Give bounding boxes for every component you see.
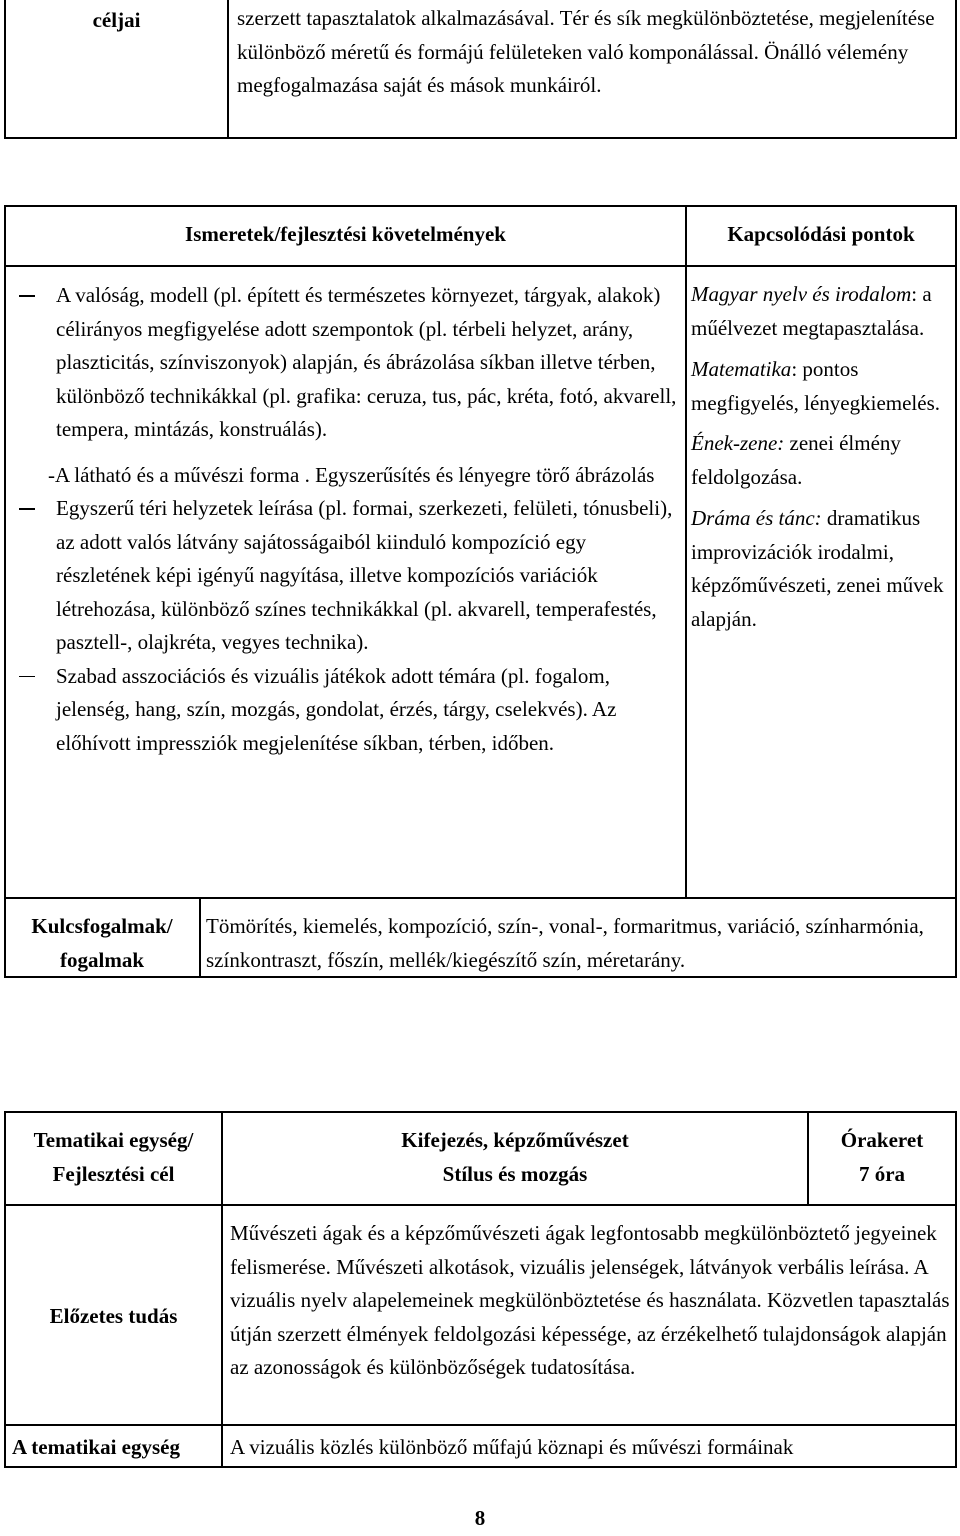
key-concepts-text: Tömörítés, kiemelés, kompozíció, szín-, vonal-, formaritmus, variáció, színharmónia, színkontraszt, főszín, mellék/kiegészítő szín, méretarány. bbox=[206, 914, 924, 972]
requirement-item: Egyszerű téri helyzetek leírása (pl. formai, szerkezeti, felületi, tónusbeli), az adott valós látvány sajátosságaiból kiinduló kompozíció egy részletének képi igényű nagyítása, illetve kompozíciós variációk létrehozása, különböző színes technikákkal (pl. akvarell, temperafestés, pasztell-, olajkréta, vegyes technika). bbox=[19, 492, 679, 660]
goals-text: szerzett tapasztalatok alkalmazásával. Tér és sík megkülönböztetése, megjelenítése különböző méretű és formájú felületeken való komponálással. Önálló vélemény megfogalmazása saját és mások munkáiról. bbox=[237, 6, 935, 97]
unit-title-line2: Stílus és mozgás bbox=[442, 1162, 588, 1186]
key-concepts-label: Kulcsfogalmak/ fogalmak bbox=[31, 914, 173, 972]
unit-title-line1: Kifejezés, képzőművészet bbox=[401, 1128, 629, 1152]
page-number: 8 bbox=[474, 1506, 486, 1530]
goals-label: céljai bbox=[92, 8, 141, 32]
links-content bbox=[691, 278, 949, 636]
dash-bullet-icon bbox=[19, 295, 35, 297]
prior-knowledge-text: Művészeti ágak és a képzőművészeti ágak legfontosabb megkülönböztető jegyeinek felismerése. Művészeti alkotások, vizuális jelenségek, látványok verbális leírása. A vizuális nyelv alapelemeinek megkülönböztetése és használata. Közvetlen tapasztalás útján szerzett élmények feldolgozási képessége, az érzékelhető tulajdonságok alapján az azonosságok és különbözőségek tudatosítása. bbox=[230, 1221, 950, 1379]
link-item: Ének-zene: zenei élmény feldolgozása. bbox=[691, 431, 901, 489]
link-item: Matematika: pontos megfigyelés, lényegkiemelés. bbox=[691, 357, 940, 415]
unit-goal-text: A vizuális közlés különböző műfajú köznapi és művészi formáinak bbox=[230, 1435, 794, 1459]
dash-bullet-icon bbox=[19, 676, 35, 678]
dash-bullet-icon bbox=[19, 508, 35, 510]
requirement-plain: -A látható és a művészi forma . Egyszerűsítés és lényegre törő ábrázolás bbox=[48, 462, 655, 487]
hours-value: 7 óra bbox=[858, 1162, 906, 1186]
requirements-header: Ismeretek/fejlesztési követelmények bbox=[185, 222, 506, 246]
requirement-item: Szabad asszociációs és vizuális játékok adott témára (pl. fogalom, jelenség, hang, szín, mozgás, gondolat, érzés, tárgy, cselekvés). Az előhívott impressziók megjelenítése síkban, térben, időben. bbox=[19, 660, 679, 761]
link-item: Magyar nyelv és irodalom: a műélvezet megtapasztalása. bbox=[691, 282, 932, 340]
requirement-item: A valóság, modell (pl. épített és természetes környezet, tárgyak, alakok) célirányos megfigyelése adott szempontok (pl. térbeli helyzet, arány, plaszticitás, színviszonyok) alapján, és ábrázolása síkban illetve térben, különböző technikákkal (pl. grafika: ceruza, tus, pác, kréta, fotó, akvarell, tempera, mintázás, konstruálás). bbox=[19, 279, 679, 447]
prior-knowledge-label: Előzetes tudás bbox=[49, 1304, 178, 1328]
unit-label: Tematikai egység/ Fejlesztési cél bbox=[33, 1128, 194, 1186]
unit-goal-label: A tematikai egység bbox=[12, 1435, 180, 1459]
requirements-content bbox=[19, 279, 679, 760]
links-header: Kapcsolódási pontok bbox=[727, 222, 915, 246]
link-item: Dráma és tánc: dramatikus improvizációk irodalmi, képzőművészeti, zenei művek alapján. bbox=[691, 506, 944, 631]
hours-label: Órakeret bbox=[840, 1128, 924, 1152]
